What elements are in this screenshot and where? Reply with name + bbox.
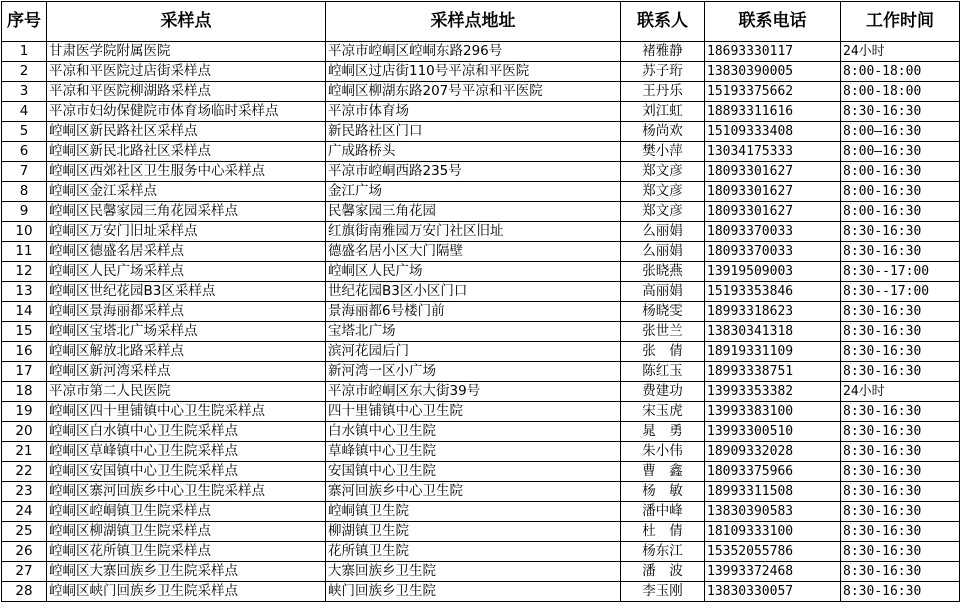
cell-serial: 23	[2, 482, 47, 502]
table-row	[2, 422, 960, 442]
cell-serial: 27	[2, 562, 47, 582]
cell-address: 平凉市崆峒西路235号	[326, 162, 621, 182]
cell-contact: 费建功	[621, 382, 705, 402]
cell-hours: 8:30-16:30	[841, 222, 960, 242]
cell-site: 平凉和平医院柳湖路采样点	[47, 82, 326, 102]
cell-hours: 8:00-18:00	[841, 82, 960, 102]
cell-contact: 曹 鑫	[621, 462, 705, 482]
cell-site: 崆峒区西郊社区卫生服务中心采样点	[47, 162, 326, 182]
table-row	[2, 122, 960, 142]
cell-contact: 杨尚欢	[621, 122, 705, 142]
cell-contact: 杨东江	[621, 542, 705, 562]
cell-address: 平凉市崆峒区东大街39号	[326, 382, 621, 402]
cell-serial: 9	[2, 202, 47, 222]
cell-serial: 19	[2, 402, 47, 422]
cell-address: 民馨家园三角花园	[326, 202, 621, 222]
table-row	[2, 62, 960, 82]
cell-hours: 8:30-16:30	[841, 402, 960, 422]
cell-phone: 18093301627	[705, 202, 841, 222]
cell-hours: 8:30-16:30	[841, 582, 960, 602]
cell-address: 新河湾一区小广场	[326, 362, 621, 382]
table-row	[2, 342, 960, 362]
cell-contact: 苏子珩	[621, 62, 705, 82]
cell-phone: 13830330057	[705, 582, 841, 602]
cell-address: 峡门回族乡卫生院	[326, 582, 621, 602]
table-row	[2, 402, 960, 422]
table-row	[2, 182, 960, 202]
cell-phone: 15352055786	[705, 542, 841, 562]
cell-contact: 郑文彦	[621, 202, 705, 222]
table-row	[2, 382, 960, 402]
cell-serial: 10	[2, 222, 47, 242]
cell-hours: 8:30-16:30	[841, 442, 960, 462]
cell-address: 崆峒镇卫生院	[326, 502, 621, 522]
cell-site: 甘肃医学院附属医院	[47, 42, 326, 62]
cell-site: 崆峒区宝塔北广场采样点	[47, 322, 326, 342]
cell-serial: 28	[2, 582, 47, 602]
cell-address: 红旗街南雅园万安门社区旧址	[326, 222, 621, 242]
cell-hours: 8:00-16:30	[841, 182, 960, 202]
table-row	[2, 522, 960, 542]
table-row	[2, 162, 960, 182]
cell-phone: 18919331109	[705, 342, 841, 362]
cell-address: 广成路桥头	[326, 142, 621, 162]
cell-site: 崆峒区白水镇中心卫生院采样点	[47, 422, 326, 442]
cell-site: 崆峒区崆峒镇卫生院采样点	[47, 502, 326, 522]
cell-phone: 13034175333	[705, 142, 841, 162]
cell-hours: 8:30-16:30	[841, 542, 960, 562]
cell-phone: 18093301627	[705, 162, 841, 182]
cell-contact: 王丹乐	[621, 82, 705, 102]
header-hours: 工作时间	[841, 2, 960, 42]
cell-phone: 18093370033	[705, 242, 841, 262]
cell-address: 宝塔北广场	[326, 322, 621, 342]
cell-address: 大寨回族乡卫生院	[326, 562, 621, 582]
cell-hours: 8:30-16:30	[841, 302, 960, 322]
cell-contact: 晁 勇	[621, 422, 705, 442]
cell-phone: 18693330117	[705, 42, 841, 62]
cell-serial: 15	[2, 322, 47, 342]
cell-address: 平凉市体育场	[326, 102, 621, 122]
cell-address: 平凉市崆峒区崆峒东路296号	[326, 42, 621, 62]
cell-site: 崆峒区新民北路社区采样点	[47, 142, 326, 162]
cell-phone: 13993372468	[705, 562, 841, 582]
cell-hours: 8:00-18:00	[841, 62, 960, 82]
table-row	[2, 142, 960, 162]
cell-site: 崆峒区花所镇卫生院采样点	[47, 542, 326, 562]
header-row	[2, 2, 960, 42]
table-row	[2, 462, 960, 482]
cell-site: 崆峒区草峰镇中心卫生院采样点	[47, 442, 326, 462]
cell-hours: 8:30-16:30	[841, 362, 960, 382]
cell-phone: 18893311616	[705, 102, 841, 122]
cell-serial: 21	[2, 442, 47, 462]
cell-hours: 8:30-16:30	[841, 482, 960, 502]
cell-address: 金江广场	[326, 182, 621, 202]
cell-site: 崆峒区峡门回族乡卫生院采样点	[47, 582, 326, 602]
cell-site: 崆峒区寨河回族乡中心卫生院采样点	[47, 482, 326, 502]
cell-serial: 17	[2, 362, 47, 382]
table-row	[2, 262, 960, 282]
cell-phone: 15193353846	[705, 282, 841, 302]
cell-hours: 24小时	[841, 382, 960, 402]
cell-phone: 15193375662	[705, 82, 841, 102]
cell-serial: 18	[2, 382, 47, 402]
table-row	[2, 82, 960, 102]
cell-serial: 11	[2, 242, 47, 262]
table-row	[2, 442, 960, 462]
table-row	[2, 582, 960, 602]
cell-address: 柳湖镇卫生院	[326, 522, 621, 542]
table-body	[2, 42, 960, 602]
cell-serial: 6	[2, 142, 47, 162]
cell-contact: 杨 敏	[621, 482, 705, 502]
cell-hours: 8:00-16:30	[841, 202, 960, 222]
cell-hours: 8:30-16:30	[841, 502, 960, 522]
cell-serial: 1	[2, 42, 47, 62]
cell-phone: 13993353382	[705, 382, 841, 402]
cell-serial: 7	[2, 162, 47, 182]
cell-site: 崆峒区大寨回族乡卫生院采样点	[47, 562, 326, 582]
header-address: 采样点地址	[326, 2, 621, 42]
cell-address: 花所镇卫生院	[326, 542, 621, 562]
cell-contact: 么丽娟	[621, 222, 705, 242]
cell-site: 崆峒区解放北路采样点	[47, 342, 326, 362]
table-row	[2, 222, 960, 242]
cell-phone: 18093375966	[705, 462, 841, 482]
cell-site: 崆峒区新河湾采样点	[47, 362, 326, 382]
cell-phone: 18909332028	[705, 442, 841, 462]
cell-hours: 8:00—16:30	[841, 142, 960, 162]
cell-contact: 潘中峰	[621, 502, 705, 522]
cell-phone: 18109333100	[705, 522, 841, 542]
header-site: 采样点	[47, 2, 326, 42]
cell-site: 崆峒区世纪花园B3区采样点	[47, 282, 326, 302]
cell-address: 新民路社区门口	[326, 122, 621, 142]
cell-address: 景海丽都6号楼门前	[326, 302, 621, 322]
cell-contact: 樊小萍	[621, 142, 705, 162]
cell-contact: 李玉刚	[621, 582, 705, 602]
cell-phone: 18993311508	[705, 482, 841, 502]
cell-site: 崆峒区人民广场采样点	[47, 262, 326, 282]
cell-serial: 25	[2, 522, 47, 542]
cell-site: 崆峒区柳湖镇卫生院采样点	[47, 522, 326, 542]
cell-contact: 刘江虹	[621, 102, 705, 122]
cell-contact: 陈红玉	[621, 362, 705, 382]
cell-site: 崆峒区安国镇中心卫生院采样点	[47, 462, 326, 482]
cell-hours: 24小时	[841, 42, 960, 62]
cell-site: 崆峒区金江采样点	[47, 182, 326, 202]
cell-serial: 2	[2, 62, 47, 82]
cell-address: 世纪花园B3区小区门口	[326, 282, 621, 302]
cell-address: 崆峒区过店街110号平凉和平医院	[326, 62, 621, 82]
table-row	[2, 102, 960, 122]
table-row	[2, 542, 960, 562]
cell-contact: 郑文彦	[621, 182, 705, 202]
table-row	[2, 202, 960, 222]
cell-site: 崆峒区新民路社区采样点	[47, 122, 326, 142]
cell-serial: 3	[2, 82, 47, 102]
cell-hours: 8:30-16:30	[841, 242, 960, 262]
cell-address: 安国镇中心卫生院	[326, 462, 621, 482]
cell-phone: 13993383100	[705, 402, 841, 422]
cell-hours: 8:30-16:30	[841, 342, 960, 362]
cell-phone: 18993318623	[705, 302, 841, 322]
cell-serial: 26	[2, 542, 47, 562]
table-row	[2, 242, 960, 262]
cell-serial: 24	[2, 502, 47, 522]
cell-hours: 8:30-16:30	[841, 522, 960, 542]
cell-phone: 13919509003	[705, 262, 841, 282]
cell-serial: 12	[2, 262, 47, 282]
cell-phone: 18093301627	[705, 182, 841, 202]
cell-address: 四十里铺镇中心卫生院	[326, 402, 621, 422]
cell-phone: 15109333408	[705, 122, 841, 142]
cell-site: 崆峒区景海丽都采样点	[47, 302, 326, 322]
cell-hours: 8:30-16:30	[841, 322, 960, 342]
cell-serial: 4	[2, 102, 47, 122]
cell-address: 寨河回族乡中心卫生院	[326, 482, 621, 502]
cell-contact: 褚雅静	[621, 42, 705, 62]
table-row	[2, 502, 960, 522]
table-row	[2, 562, 960, 582]
cell-phone: 13993300510	[705, 422, 841, 442]
cell-site: 崆峒区德盛名居采样点	[47, 242, 326, 262]
cell-site: 平凉和平医院过店街采样点	[47, 62, 326, 82]
cell-serial: 13	[2, 282, 47, 302]
cell-hours: 8:30-16:30	[841, 102, 960, 122]
table-row	[2, 42, 960, 62]
cell-hours: 8:30--17:00	[841, 282, 960, 302]
cell-site: 平凉市第二人民医院	[47, 382, 326, 402]
cell-hours: 8:00—16:30	[841, 122, 960, 142]
cell-address: 滨河花园后门	[326, 342, 621, 362]
table-row	[2, 482, 960, 502]
cell-contact: 宋玉虎	[621, 402, 705, 422]
sampling-sites-table	[1, 1, 960, 602]
header-contact: 联系人	[621, 2, 705, 42]
cell-hours: 8:30-16:30	[841, 422, 960, 442]
cell-serial: 14	[2, 302, 47, 322]
cell-address: 崆峒区柳湖东路207号平凉和平医院	[326, 82, 621, 102]
cell-contact: 杜 倩	[621, 522, 705, 542]
table-row	[2, 362, 960, 382]
cell-address: 草峰镇中心卫生院	[326, 442, 621, 462]
cell-address: 德盛名居小区大门隔壁	[326, 242, 621, 262]
cell-phone: 13830390005	[705, 62, 841, 82]
cell-serial: 20	[2, 422, 47, 442]
cell-serial: 16	[2, 342, 47, 362]
cell-phone: 13830390583	[705, 502, 841, 522]
cell-contact: 朱小伟	[621, 442, 705, 462]
cell-hours: 8:30-16:30	[841, 562, 960, 582]
cell-address: 白水镇中心卫生院	[326, 422, 621, 442]
header-phone: 联系电话	[705, 2, 841, 42]
cell-hours: 8:30--17:00	[841, 262, 960, 282]
cell-phone: 13830341318	[705, 322, 841, 342]
cell-contact: 杨晓雯	[621, 302, 705, 322]
cell-serial: 5	[2, 122, 47, 142]
cell-site: 崆峒区万安门旧址采样点	[47, 222, 326, 242]
cell-serial: 8	[2, 182, 47, 202]
cell-contact: 潘 波	[621, 562, 705, 582]
cell-contact: 么丽娟	[621, 242, 705, 262]
cell-contact: 张世兰	[621, 322, 705, 342]
cell-site: 崆峒区四十里铺镇中心卫生院采样点	[47, 402, 326, 422]
cell-serial: 22	[2, 462, 47, 482]
cell-site: 崆峒区民馨家园三角花园采样点	[47, 202, 326, 222]
cell-contact: 高丽娟	[621, 282, 705, 302]
cell-phone: 18093370033	[705, 222, 841, 242]
table-row	[2, 282, 960, 302]
cell-hours: 8:30-16:30	[841, 462, 960, 482]
header-serial: 序号	[2, 2, 47, 42]
cell-phone: 18993338751	[705, 362, 841, 382]
cell-contact: 张 倩	[621, 342, 705, 362]
table-row	[2, 322, 960, 342]
table-row	[2, 302, 960, 322]
cell-address: 崆峒区人民广场	[326, 262, 621, 282]
cell-site: 平凉市妇幼保健院市体育场临时采样点	[47, 102, 326, 122]
cell-contact: 张晓燕	[621, 262, 705, 282]
cell-contact: 郑文彦	[621, 162, 705, 182]
cell-hours: 8:00-16:30	[841, 162, 960, 182]
